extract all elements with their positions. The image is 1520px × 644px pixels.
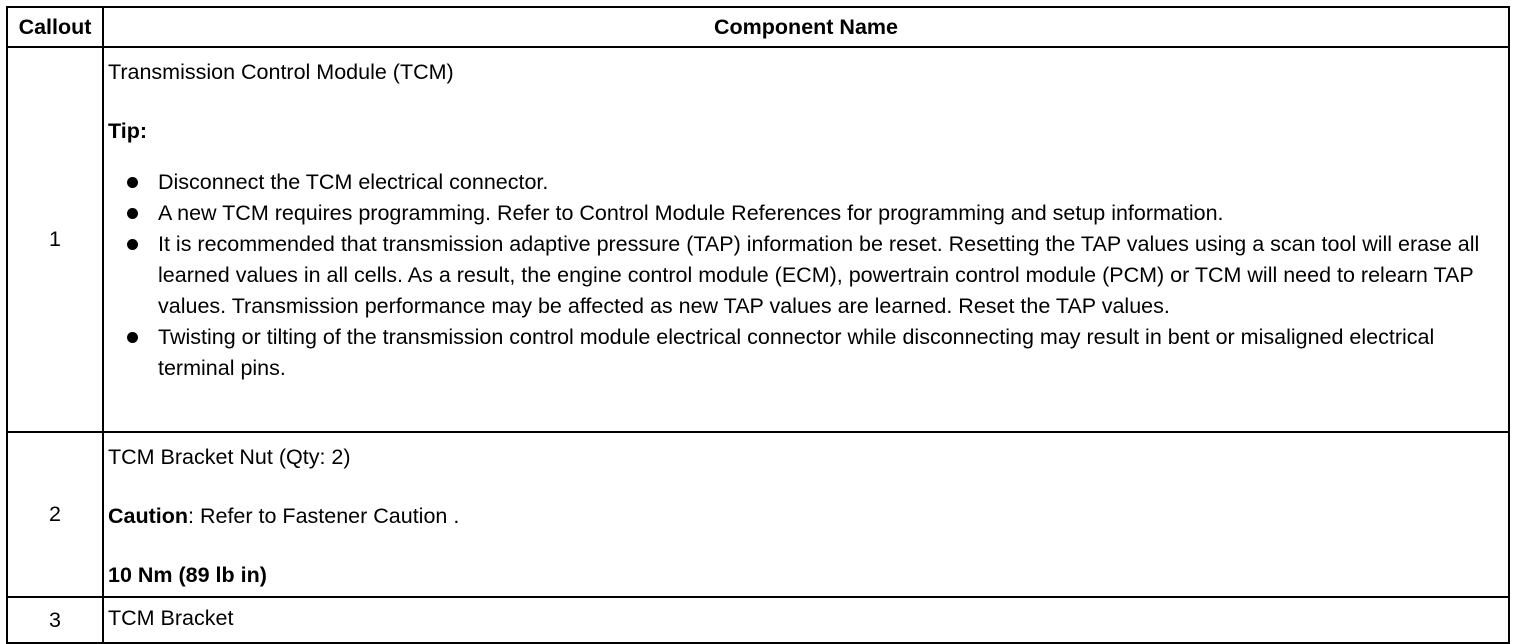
- callout-number: 3: [7, 597, 103, 643]
- component-cell: [103, 432, 1509, 597]
- tip-label: Tip:: [108, 119, 148, 143]
- tip-item: [158, 167, 1508, 198]
- tip-text: A new TCM requires programming. Refer to Control Module References for programming and setup information.: [158, 201, 1224, 225]
- tip-list: [108, 167, 1508, 384]
- bullet-icon: [127, 177, 138, 188]
- caution-line: [108, 501, 1508, 532]
- torque-spec: 10 Nm (89 lb in): [108, 563, 267, 587]
- caution-label: Caution: [108, 504, 189, 528]
- table-row: [7, 597, 1509, 643]
- component-name: TCM Bracket: [108, 605, 234, 630]
- component-name: Transmission Control Module (TCM): [108, 60, 454, 84]
- tip-item: [158, 229, 1508, 322]
- component-table: [6, 6, 1510, 644]
- table-row: [7, 47, 1509, 432]
- component-cell: [103, 597, 1509, 643]
- table-header-row: [7, 7, 1509, 47]
- component-name: TCM Bracket Nut (Qty: 2): [108, 445, 351, 469]
- tip-item: [158, 198, 1508, 229]
- table-row: [7, 432, 1509, 597]
- tip-item: [158, 322, 1508, 384]
- callout-header: Callout: [7, 7, 103, 47]
- bullet-icon: [127, 239, 138, 250]
- bullet-icon: [127, 208, 138, 219]
- tip-text: Twisting or tilting of the transmission control module electrical connector while disconnecting may result in bent or misaligned electrical terminal pins.: [158, 325, 1435, 380]
- component-name-header: Component Name: [103, 7, 1509, 47]
- component-cell: [103, 47, 1509, 432]
- tip-text: It is recommended that transmission adaptive pressure (TAP) information be reset. Resetting the TAP values using a scan tool will erase all learned values in all cells. As a result, the engine control module (ECM), powertrain control module (PCM) or TCM will need to relearn TAP values. Transmission performance may be affected as new TAP values are learned. Reset the TAP values.: [158, 232, 1480, 318]
- bullet-icon: [127, 332, 138, 343]
- callout-number: 1: [7, 47, 103, 432]
- caution-text: : Refer to Fastener Caution .: [188, 504, 460, 528]
- component-table-container: [6, 6, 1510, 644]
- callout-number: 2: [7, 432, 103, 597]
- tip-text: Disconnect the TCM electrical connector.: [158, 170, 549, 194]
